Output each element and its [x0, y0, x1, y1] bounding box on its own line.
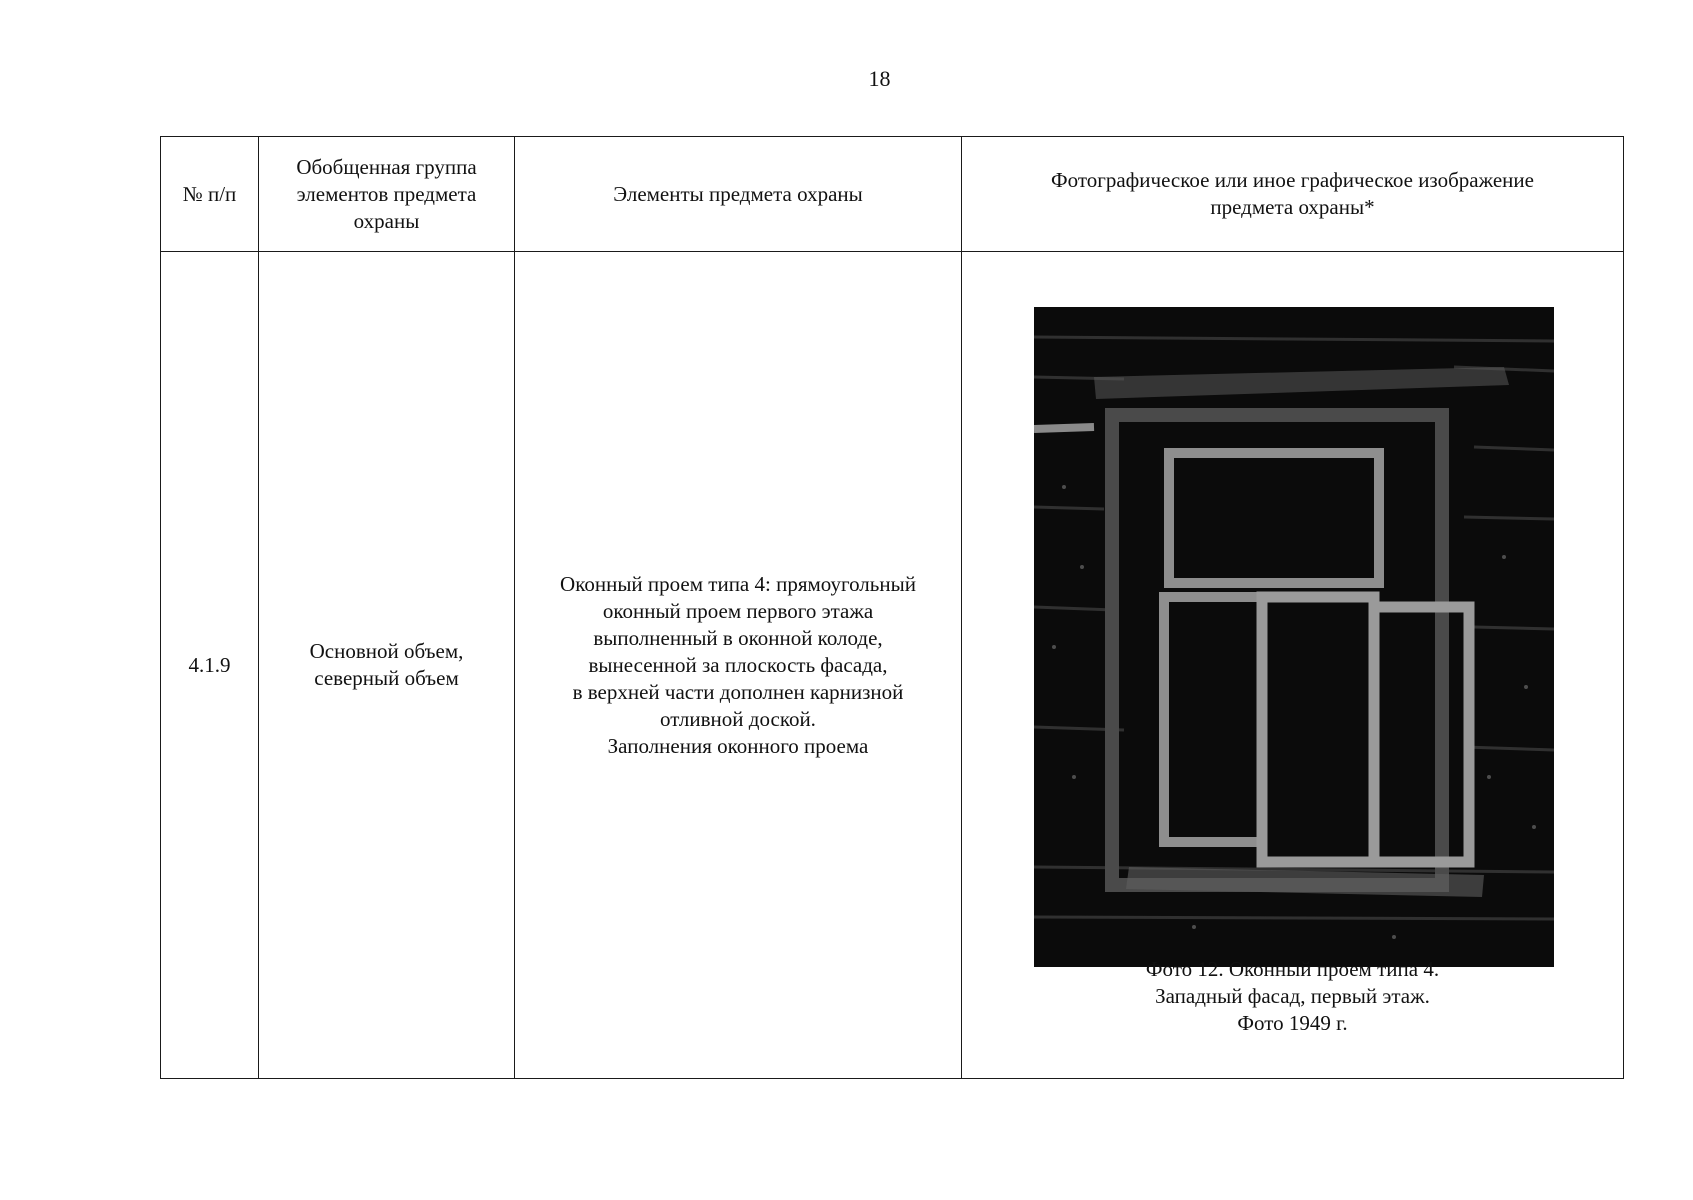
row-photo-cell: [962, 252, 1624, 1079]
photo-caption: Фото 12. Оконный проем типа 4. Западный фасад, первый этаж. Фото 1949 г.: [1145, 957, 1440, 1035]
row-group: Основной объем, северный объем: [259, 252, 515, 1079]
row-elements: Оконный проем типа 4: прямоугольный оконный проем первого этажа выполненный в оконной колоде, вынесенной за плоскость фасада, в верхней части дополнен карнизной отливной доской. Заполнения оконного проема: [515, 252, 962, 1079]
header-group: Обобщенная группа элементов предмета охраны: [259, 137, 515, 252]
protection-table: [160, 136, 1624, 1079]
table-row: [161, 252, 1624, 1079]
window-photo: [1034, 280, 1554, 940]
page-number: 18: [868, 66, 891, 91]
header-image: Фотографическое или иное графическое изображение предмета охраны*: [962, 137, 1624, 252]
row-number: 4.1.9: [161, 252, 259, 1079]
header-number: № п/п: [161, 137, 259, 252]
table-header-row: [161, 137, 1624, 252]
header-elements: Элементы предмета охраны: [515, 137, 962, 252]
